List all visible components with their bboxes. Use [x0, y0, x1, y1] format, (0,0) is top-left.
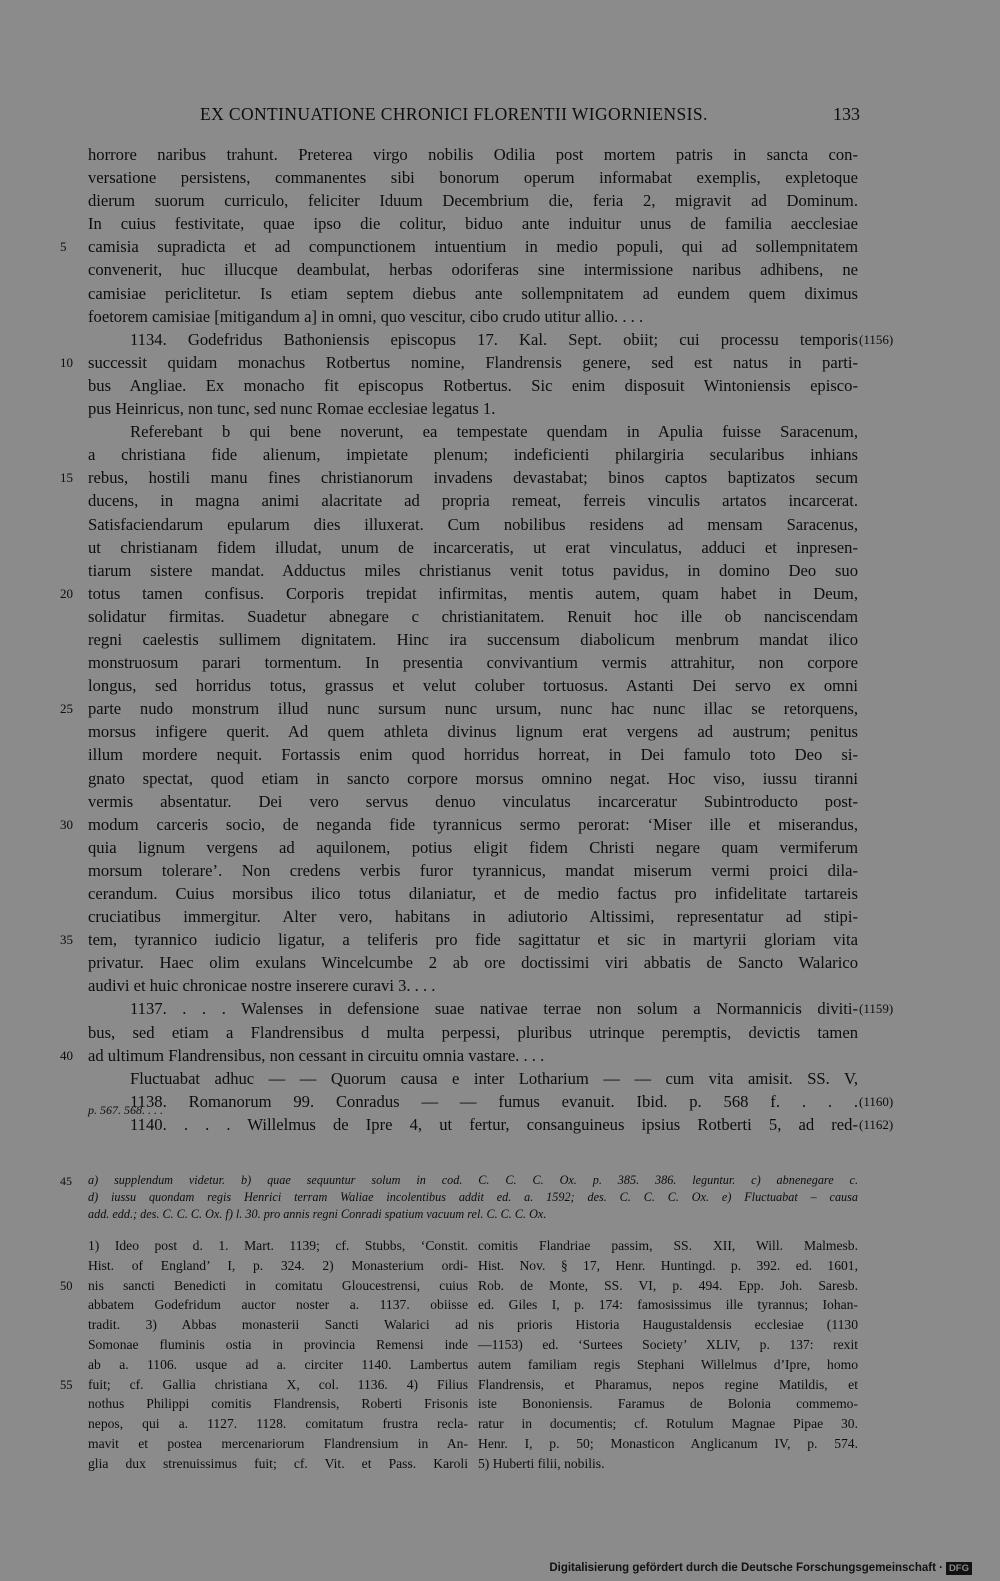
text-line — [0, 284, 1000, 307]
text-line — [0, 815, 1000, 838]
line-text: totus tamen confisus. Corporis trepidat infirmitas, mentis autem, quam habet in Deum, — [88, 583, 858, 603]
line-text: successit quidam monachus Rotbertus nomine, Flandrensis genere, sed est natus in parti- — [88, 352, 858, 372]
running-header — [60, 104, 860, 124]
note-left-column: nothus Philippi comitis Flandrensis, Roberti Frisonis — [88, 1396, 468, 1412]
line-text: convenerit, huc illucque deambulat, herbas odoriferas sine intermissione naribus adhibens, ne — [88, 260, 858, 280]
line-number: 55 — [60, 1377, 73, 1392]
text-line — [0, 1046, 1000, 1069]
text-line — [0, 260, 1000, 283]
line-text: 1134. Godefridus Bathoniensis episcopus 17. Kal. Sept. obiit; cui processu temporis — [130, 329, 858, 349]
note-right-column: nis prioris Historia Haugustaldensis ecclesiae (1130 — [478, 1317, 858, 1333]
text-line — [0, 699, 1000, 722]
text-line — [0, 538, 1000, 561]
text-line — [0, 861, 1000, 884]
note-line — [0, 1317, 1000, 1337]
note-left-column: mavit et postea mercenariorum Flandrensium in An- — [88, 1435, 468, 1451]
line-text: pus Heinricus, non tunc, sed nunc Romae ecclesiae legatus 1. — [88, 399, 496, 419]
note-right-column: comitis Flandriae passim, SS. XII, Will. Malmesb. — [478, 1238, 858, 1253]
note-right-column: Rob. de Monte, SS. VI, p. 494. Epp. Joh. Saresb. — [478, 1277, 858, 1293]
text-line — [0, 607, 1000, 630]
note-line — [0, 1377, 1000, 1397]
text-line — [0, 1023, 1000, 1046]
text-line — [0, 1115, 1000, 1138]
line-number: 40 — [60, 1047, 73, 1063]
running-title: EX CONTINUATIONE CHRONICI FLORENTII WIGORNIENSIS. — [200, 104, 708, 124]
text-line — [0, 422, 1000, 445]
text-line — [0, 376, 1000, 399]
text-line — [0, 884, 1000, 907]
text-line — [0, 214, 1000, 237]
line-text: cruciatibus immergitur. Alter vero, habitans in adiutorio Altissimi, representatur ad stipi- — [88, 907, 858, 927]
line-text: tem, tyrannico iudicio ligatur, a teliferis pro fide sagittatur et sic in martyrii gloriam vita — [88, 930, 858, 950]
note-left-column: 1) Ideo post d. 1. Mart. 1139; cf. Stubbs, ‘Constit. — [88, 1238, 468, 1253]
note-right-column: ratur in documentis; cf. Rotulum Magnae Pipae 30. — [478, 1416, 858, 1432]
line-number: 20 — [60, 585, 73, 601]
text-line — [0, 907, 1000, 930]
text-line — [0, 676, 1000, 699]
line-number: 5 — [60, 239, 67, 255]
text-line — [0, 491, 1000, 514]
line-text: gnato spectat, quod etiam in sancto corpore morsus omnino negat. Hoc viso, iussu tiranni — [88, 768, 858, 788]
text-line — [0, 330, 1000, 353]
line-text: 1138. Romanorum 99. Conradus — — fumus evanuit. Ibid. p. 568 f. . . . — [130, 1091, 858, 1111]
text-line — [0, 145, 1000, 168]
line-text: ut christianam fidem illudat, unum de incarceratis, ut erat vinculatus, adduci et inpresen- — [88, 537, 858, 557]
note-left-column: abbatem Godefridum auctor noster a. 1137. obiisse — [88, 1297, 468, 1313]
line-text: 1137. . . . Walenses in defensione suae nativae terrae non solum a Normannicis diviti- — [130, 999, 858, 1019]
source-reference: p. 567. 568. . . . — [88, 1103, 163, 1117]
line-text: rebus, hostili manu fines christianorum invadens devastabat; binos captos baptizatos secum — [88, 468, 858, 488]
line-text: foetorem camisiae [mitigandum a] in omni, quo vescitur, cibo crudo utitur allio. . . . — [88, 306, 644, 326]
line-text: Fluctuabat adhuc — — Quorum causa e inter Lotharium — — cum vita amisit. SS. V, — [130, 1068, 858, 1088]
text-line — [0, 976, 1000, 999]
line-text: morsus infigere querit. Ad quem athleta divinus lignum erat vergens ad austrum; penitus — [88, 722, 858, 742]
note-line — [0, 1396, 1000, 1416]
line-text: a christiana fide alienum, impietate plenum; indeficienti philargiria secularibus inhians — [88, 445, 858, 465]
text-line — [0, 1069, 1000, 1092]
text-line — [0, 561, 1000, 584]
note-line — [0, 1238, 1000, 1258]
line-text: cerandum. Cuius morsibus ilico totus dilaniatur, et de medio factus pro infidelitate tartareis — [88, 884, 858, 903]
note-right-column: —1153) ed. ‘Surtees Society’ XLIV, p. 137: rexit — [478, 1336, 858, 1352]
line-text: regni caelestis sullimem dignitatem. Hinc ira succensum diabolicum menbrum mandat ilico — [88, 629, 858, 649]
line-text: Referebant b qui bene noverunt, ea tempestate quendam in Apulia fuisse Saracenum, — [130, 422, 858, 442]
line-text: audivi et huic chronicae nostre inserere curavi 3. . . . — [88, 976, 436, 996]
note-left-column: Hist. of England’ I, p. 324. 2) Monasterium ordi- — [88, 1257, 468, 1273]
apparatus-text: a) supplendum videtur. b) quae sequuntur solum in cod. C. C. C. Ox. p. 385. 386. leguntur. c) abnenegare c. — [88, 1173, 858, 1187]
line-text: ducens, in magna animi alacritate ad propria remeat, ferreis vinculis artatos incarcerat. — [88, 491, 858, 511]
text-line — [0, 399, 1000, 422]
text-line — [0, 237, 1000, 260]
apparatus-line — [0, 1190, 1000, 1207]
note-line — [0, 1337, 1000, 1357]
note-line — [0, 1456, 1000, 1476]
line-number: 35 — [60, 932, 73, 948]
line-number: 45 — [60, 1174, 72, 1188]
line-number: 25 — [60, 701, 73, 717]
text-line — [0, 515, 1000, 538]
text-line — [0, 168, 1000, 191]
text-line — [0, 999, 1000, 1022]
text-line — [0, 838, 1000, 861]
text-line — [0, 792, 1000, 815]
dfg-logo: DFG — [946, 1562, 972, 1575]
line-text: solidatur firmitas. Suadetur abnegare c christianitatem. Renuit hoc ille ob nanciscendam — [88, 606, 858, 626]
line-text: 1140. . . . Willelmus de Ipre 4, ut fertur, consanguineus ipsius Rotberti 5, ad red- — [130, 1114, 858, 1134]
note-left-column: glia dux strenuissimus fuit; cf. Vit. et Pass. Karoli — [88, 1455, 468, 1471]
apparatus-text: d) iussu quondam regis Henrici terram Waliae incolentibus addit ed. a. 1592; des. C. C. C. Ox. e) Fluctuabat – causa — [88, 1190, 858, 1204]
line-number: 10 — [60, 354, 73, 370]
text-line — [0, 953, 1000, 976]
year-marker: (1162) — [859, 1116, 894, 1132]
note-line — [0, 1416, 1000, 1436]
note-right-column: Flandrensis, et Pharamus, nepos regine Matildis, et — [478, 1376, 858, 1392]
note-left-column: nepos, qui a. 1127. 1128. comitatum frustra recla- — [88, 1416, 468, 1432]
line-text: horrore naribus trahunt. Preterea virgo nobilis Odilia post mortem patris in sancta con- — [88, 145, 858, 164]
line-number: 15 — [60, 470, 73, 486]
line-text: privatur. Haec olim exulans Wincelcumbe 2 ab ore doctissimi viri abbatis de Sancto Walarico — [88, 953, 858, 973]
apparatus-text: add. edd.; des. C. C. C. Ox. f) l. 30. pro annis regni Conradi spatium vacuum rel. C. C. C. Ox. — [88, 1207, 547, 1221]
line-text: monstruosum parari tormentum. In presentia convivantium vermis attrahitur, non corpore — [88, 653, 858, 673]
note-line — [0, 1297, 1000, 1317]
note-left-column: ab a. 1106. usque ad a. circiter 1140. Lambertus — [88, 1356, 468, 1372]
line-number: 30 — [60, 816, 73, 832]
apparatus-line — [0, 1207, 1000, 1224]
critical-apparatus — [0, 1173, 1000, 1224]
note-left-column: fuit; cf. Gallia christiana X, col. 1136. 4) Filius — [88, 1376, 468, 1392]
line-text: bus Angliae. Ex monacho fit episcopus Rotbertus. Sic enim disposuit Wintoniensis episco- — [88, 375, 858, 395]
text-line — [0, 191, 1000, 214]
line-number: 50 — [60, 1278, 73, 1293]
line-text: In cuius festivitate, quae ipso die colitur, biduo ante induitur unus de familia aecclesiae — [88, 214, 858, 234]
line-text: vermis absentatur. Dei vero servus denuo vinculatus incarceratur Subintroducto post- — [88, 791, 858, 811]
text-line — [0, 930, 1000, 953]
note-left-column: Somonae fluminis ostia in provincia Remensi inde — [88, 1336, 468, 1352]
page-number: 133 — [833, 104, 860, 124]
line-text: dierum suorum curriculo, feliciter Iduum Decembrium die, feria 2, migravit ad Dominum. — [88, 191, 858, 211]
note-right-column: ed. Giles I, p. 174: famosissimus ille tyrannus; Iohan- — [478, 1297, 858, 1313]
apparatus-line — [0, 1173, 1000, 1190]
line-text: bus, sed etiam a Flandrensibus d multa perpessi, pluribus utrinque peremptis, devictis tamen — [88, 1022, 858, 1042]
note-line — [0, 1436, 1000, 1456]
explanatory-notes — [0, 1238, 1000, 1476]
note-left-column: nis sancti Benedicti in comitatu Gloucestrensi, cuius — [88, 1277, 468, 1293]
note-right-column: autem familiam regis Stephani Willelmus d’Ipre, homo — [478, 1356, 858, 1372]
line-text: longus, sed horridus totus, grassus et velut coluber tortuosus. Astanti Dei servo ex omni — [88, 676, 858, 696]
text-line — [0, 769, 1000, 792]
text-line — [0, 353, 1000, 376]
line-text: morsum tolerare’. Non credens verbis furor tyrannicus, mandat miserum vermi proici dila- — [88, 860, 858, 880]
line-text: illum mordere nequit. Fortassis enim quod horridus horreat, in Dei famulo toto Deo si- — [88, 745, 858, 765]
note-line — [0, 1258, 1000, 1278]
text-line — [0, 307, 1000, 330]
year-marker: (1159) — [859, 1001, 894, 1017]
line-text: ad ultimum Flandrensibus, non cessant in circuitu omnia vastare. . . . — [88, 1045, 545, 1065]
main-text — [0, 145, 1000, 1138]
line-text: quia lignum vergens ad aquilonem, potius eligit fidem Christi negare quam vermiferum — [88, 837, 858, 857]
text-line — [0, 653, 1000, 676]
text-line — [0, 468, 1000, 491]
text-line — [0, 445, 1000, 468]
line-text: Satisfaciendarum epularum dies illuxerat. Cum nobilibus residens ad mensam Saracenus, — [88, 514, 858, 534]
year-marker: (1160) — [859, 1093, 894, 1109]
note-left-column: tradit. 3) Abbas monasterii Sancti Walarici ad — [88, 1317, 468, 1333]
text-line — [0, 722, 1000, 745]
line-text: modum carceris socio, de neganda fide tyrannicus sermo perorat: ‘Miser ille et miserandus, — [88, 814, 858, 834]
line-text: camisiae periclitetur. Is etiam septem diebus ante sollempnitatem ad eundem quem diximus — [88, 283, 858, 303]
note-right-column: Henr. I, p. 50; Monasticon Anglicanum IV, p. 574. — [478, 1435, 858, 1451]
year-marker: (1156) — [859, 331, 894, 347]
note-line — [0, 1357, 1000, 1377]
credit-text: Digitalisierung gefördert durch die Deutsche Forschungsgemeinschaft · — [549, 1562, 943, 1574]
note-right-column: Hist. Nov. § 17, Henr. Huntingd. p. 392. ed. 1601, — [478, 1257, 858, 1273]
line-text: versatione persistens, commanentes sibi bonorum operum informabat exemplis, expletoque — [88, 168, 858, 188]
note-right-column: iste Bononiensis. Faramus de Bolonia commemo- — [478, 1396, 858, 1412]
line-text: parte nudo monstrum illud nunc sursum nunc ursum, nunc hac nunc illac se retorquens, — [88, 699, 858, 719]
digitization-credit — [549, 1562, 972, 1575]
line-text: camisia supradicta et ad compunctionem intuentium in medio populi, qui ad sollempnitatem — [88, 237, 858, 257]
text-line — [0, 745, 1000, 768]
text-line — [0, 630, 1000, 653]
note-line — [0, 1278, 1000, 1298]
note-right-column: 5) Huberti filii, nobilis. — [478, 1455, 605, 1471]
line-text: tiarum sistere mandat. Adductus miles christianus venit totus pavidus, in domino Deo suo — [88, 560, 858, 580]
text-line — [0, 584, 1000, 607]
